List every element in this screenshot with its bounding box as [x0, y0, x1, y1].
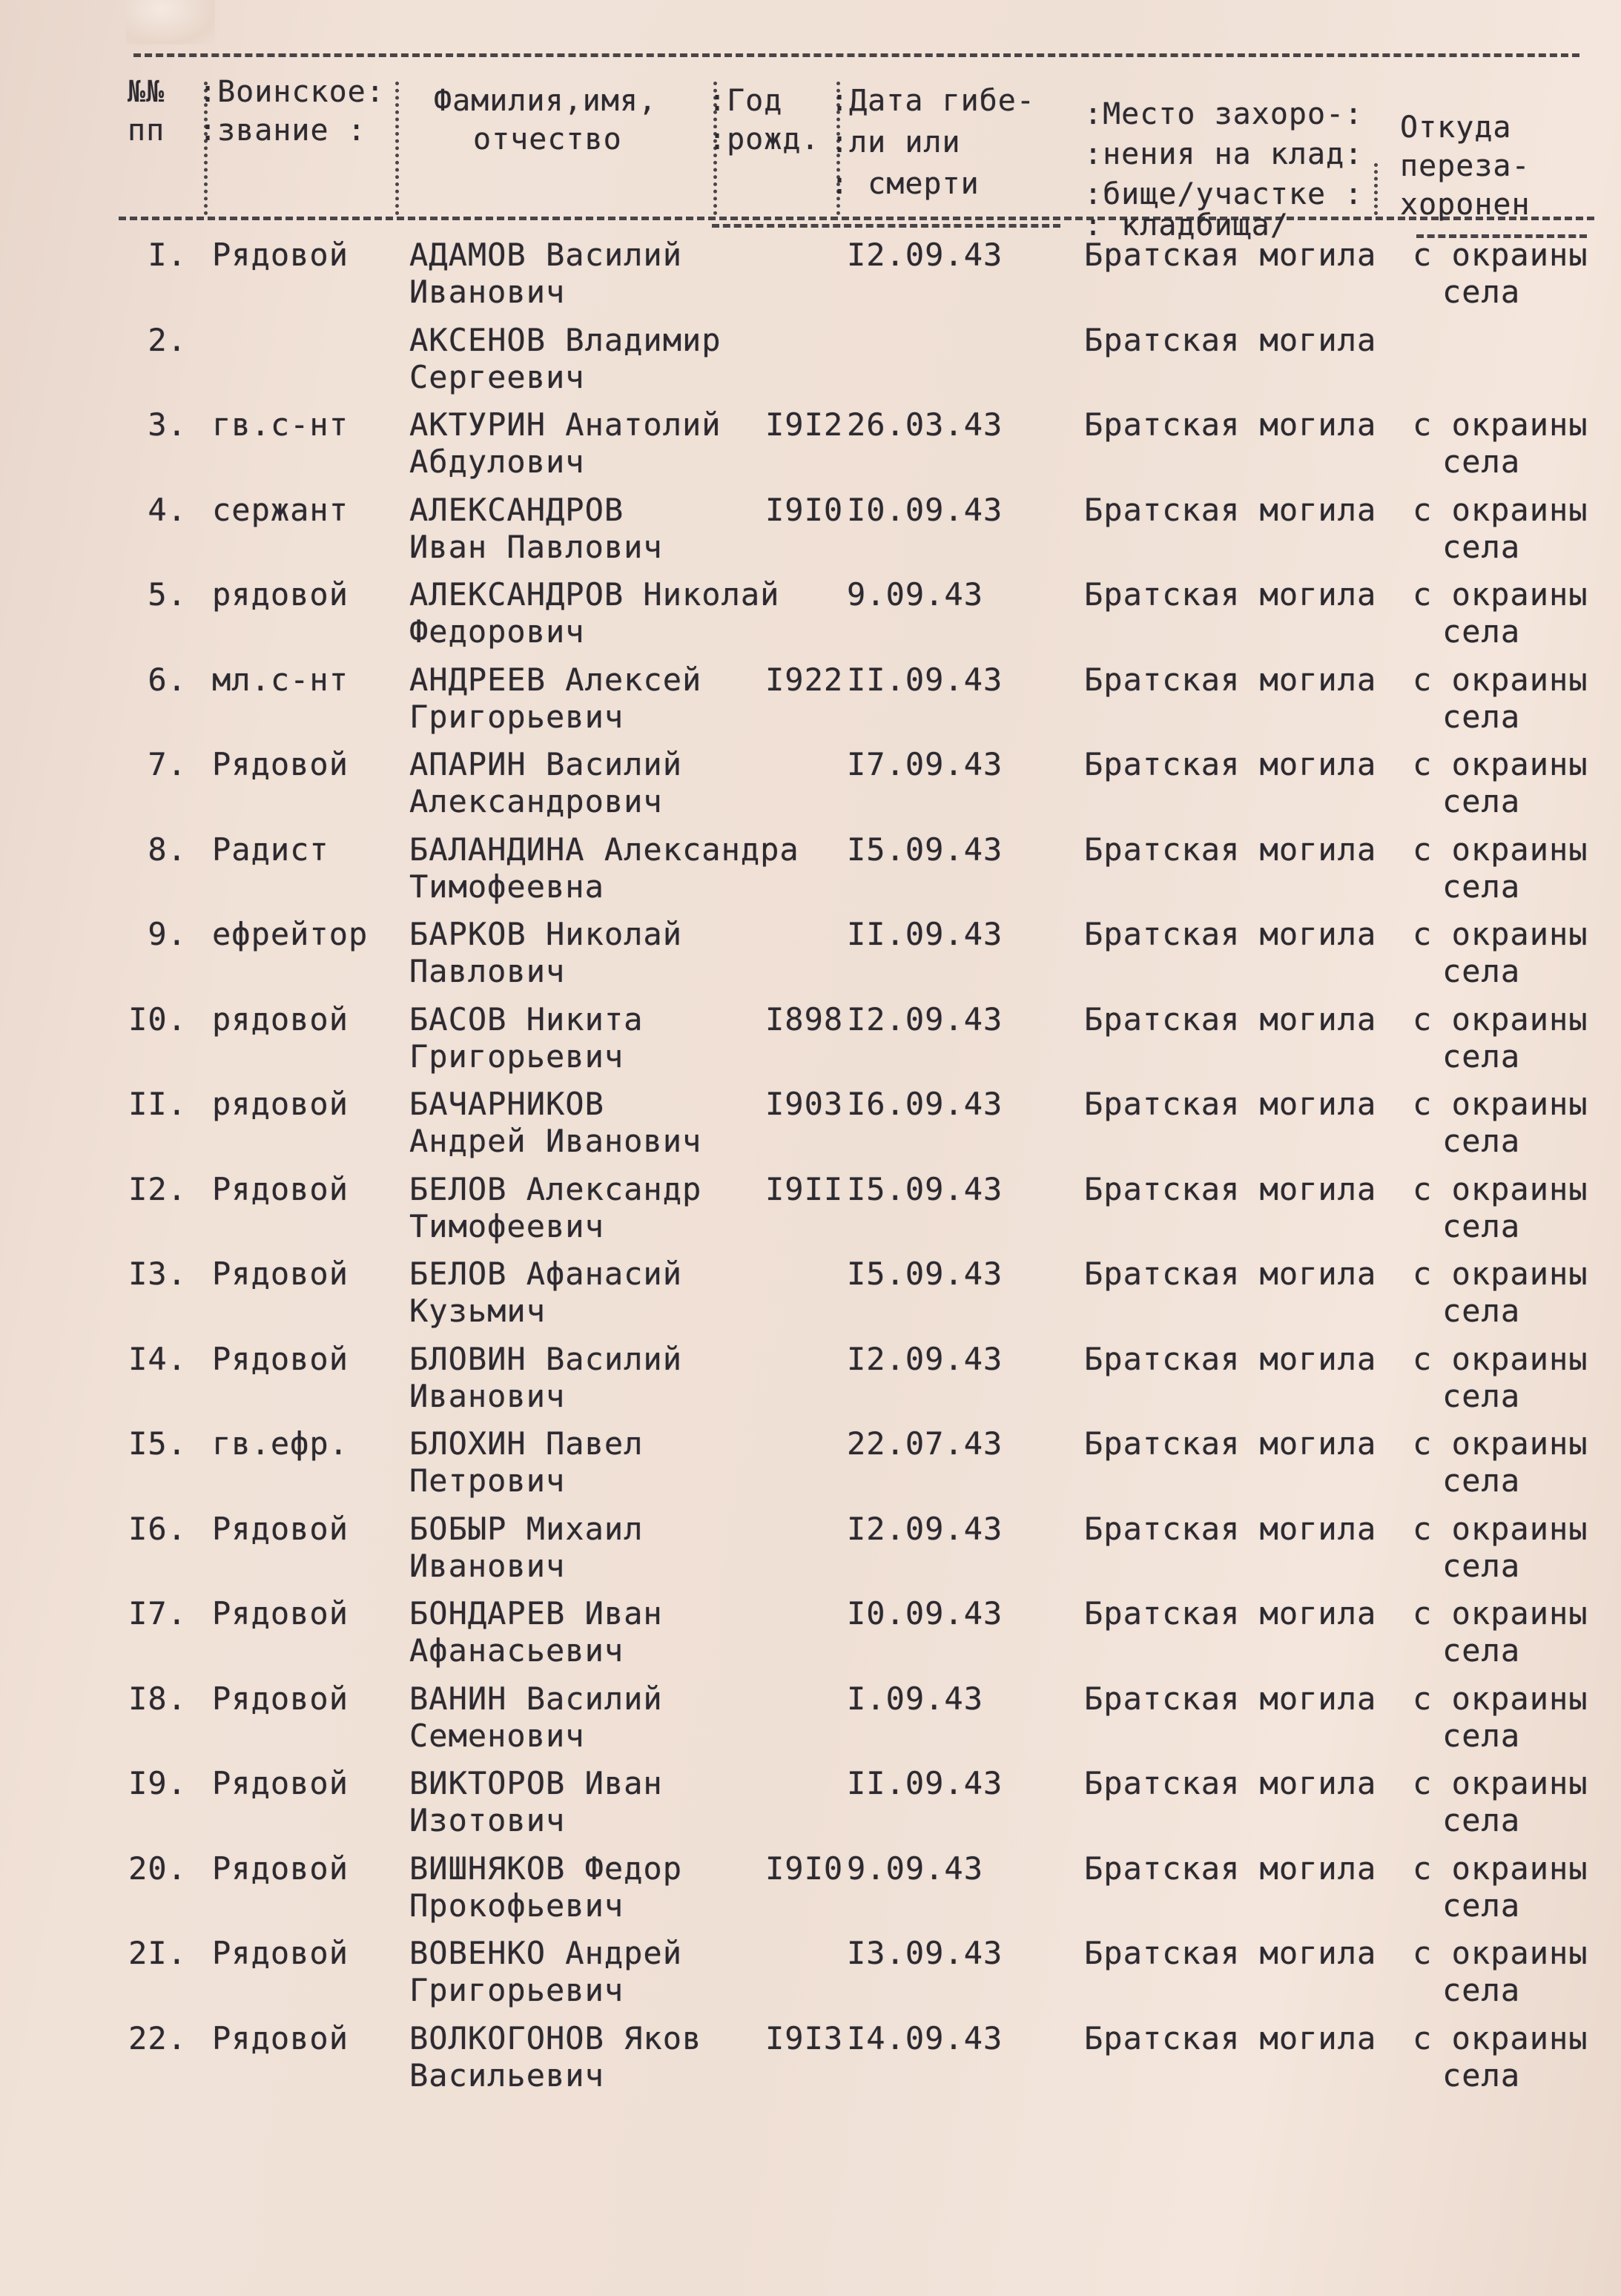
cell-surname: ВОВЕНКО Андрей — [409, 1935, 683, 1971]
cell-date: I.09.43 — [847, 1680, 984, 1717]
cell-from2: села — [1442, 1547, 1521, 1584]
cell-burial: Братская могила — [1084, 831, 1377, 868]
cell-date: I4.09.43 — [847, 2019, 1003, 2056]
cell-surname: БЕЛОВ Афанасий — [409, 1256, 683, 1292]
header-col-date-line1: :Дата гибе- — [831, 84, 1035, 118]
cell-burial: Братская могила — [1084, 1256, 1377, 1292]
header-col-from-line1: Откуда — [1400, 110, 1512, 145]
cell-from2: села — [1442, 1887, 1521, 1924]
cell-rank: мл.с-нт — [212, 661, 349, 698]
cell-patronymic: Иванович — [409, 1377, 566, 1414]
cell-from1: с окраины — [1413, 2019, 1588, 2056]
cell-rank: рядовой — [212, 1000, 349, 1038]
cell-date: II.09.43 — [847, 661, 1003, 698]
cell-rank: Рядовой — [212, 1170, 349, 1207]
cell-burial: Братская могила — [1084, 1425, 1377, 1462]
header-col-burial-line3: :бище/участке : — [1084, 177, 1364, 211]
cell-surname: БАРКОВ Николай — [409, 916, 683, 952]
cell-year: I9I2 — [765, 406, 844, 443]
header-col-burial-line2: :нения на клад: — [1084, 137, 1364, 171]
cell-rank: Рядовой — [212, 1850, 349, 1887]
cell-date: I3.09.43 — [847, 1935, 1003, 1971]
cell-rank: Рядовой — [212, 237, 349, 273]
header-col-no-line1: №№ — [128, 75, 165, 109]
cell-no: 3. — [148, 406, 187, 443]
cell-surname: АПАРИН Василий — [409, 746, 683, 782]
cell-no: 9. — [148, 916, 187, 952]
header-col-name-line1: Фамилия,имя, — [434, 84, 657, 118]
cell-from2: села — [1442, 1972, 1521, 2008]
cell-patronymic: Афанасьевич — [409, 1632, 624, 1669]
cell-surname: АЛЕКСАНДРОВ Николай — [409, 576, 780, 613]
cell-year: I898 — [765, 1000, 844, 1038]
cell-patronymic: Прокофьевич — [409, 1887, 624, 1924]
cell-no: 8. — [148, 831, 187, 868]
cell-date: II.09.43 — [847, 1765, 1003, 1801]
cell-rank: сержант — [212, 491, 349, 528]
cell-burial: Братская могила — [1084, 1680, 1377, 1717]
cell-from1: с окраины — [1413, 1850, 1588, 1887]
header-col-from-line2: переза- — [1400, 149, 1531, 183]
cell-from2: села — [1442, 1632, 1521, 1669]
cell-date: I0.09.43 — [847, 1595, 1003, 1632]
cell-date: I2.09.43 — [847, 1340, 1003, 1377]
cell-rank: Рядовой — [212, 1340, 349, 1377]
cell-rank: рядовой — [212, 576, 349, 613]
cell-rank: Рядовой — [212, 1935, 349, 1971]
cell-from1: с окраины — [1413, 491, 1588, 528]
cell-burial: Братская могила — [1084, 1510, 1377, 1547]
header-col-burial-line1: :Место захоро-: — [1084, 97, 1364, 131]
cell-no: 2. — [148, 321, 187, 358]
header-divider — [1374, 163, 1378, 215]
cell-from1: с окраины — [1413, 1170, 1588, 1207]
cell-surname: ВОЛКОГОНОВ Яков — [409, 2019, 702, 2056]
cell-patronymic: Семенович — [409, 1717, 585, 1754]
cell-patronymic: Александрович — [409, 783, 663, 819]
cell-from2: села — [1442, 274, 1521, 310]
cell-from2: села — [1442, 613, 1521, 650]
cell-burial: Братская могила — [1084, 916, 1377, 952]
cell-patronymic: Иванович — [409, 274, 566, 310]
cell-from1: с окраины — [1413, 661, 1588, 698]
cell-from2: села — [1442, 1207, 1521, 1244]
cell-from1: с окраины — [1413, 406, 1588, 443]
cell-surname: АКТУРИН Анатолий — [409, 406, 722, 443]
cell-burial: Братская могила — [1084, 1170, 1377, 1207]
cell-patronymic: Павлович — [409, 953, 566, 989]
cell-no: 7. — [148, 746, 187, 782]
cell-from1: с окраины — [1413, 1935, 1588, 1971]
cell-no: 2I. — [128, 1935, 187, 1971]
cell-no: I2. — [128, 1170, 187, 1207]
cell-no: I7. — [128, 1595, 187, 1632]
cell-from2: села — [1442, 698, 1521, 735]
cell-from2: села — [1442, 1717, 1521, 1754]
cell-rank: Рядовой — [212, 1765, 349, 1801]
cell-no: I3. — [128, 1256, 187, 1292]
cell-surname: БЛОХИН Павел — [409, 1425, 644, 1462]
cell-patronymic: Кузьмич — [409, 1293, 547, 1329]
cell-date: I0.09.43 — [847, 491, 1003, 528]
cell-no: I5. — [128, 1425, 187, 1462]
cell-rank: рядовой — [212, 1086, 349, 1122]
cell-from2: села — [1442, 1123, 1521, 1159]
cell-from2: села — [1442, 528, 1521, 565]
cell-burial: Братская могила — [1084, 237, 1377, 273]
cell-from2: села — [1442, 1462, 1521, 1499]
cell-patronymic: Иван Павлович — [409, 528, 663, 565]
cell-rank: гв.с-нт — [212, 406, 349, 443]
cell-no: II. — [128, 1086, 187, 1122]
cell-date: I2.09.43 — [847, 237, 1003, 273]
cell-rank: ефрейтор — [212, 916, 369, 952]
cell-no: 6. — [148, 661, 187, 698]
cell-surname: АДАМОВ Василий — [409, 237, 683, 273]
cell-from1: с окраины — [1413, 1000, 1588, 1038]
cell-rank: Рядовой — [212, 1595, 349, 1632]
cell-surname: ВИКТОРОВ Иван — [409, 1765, 663, 1801]
cell-burial: Братская могила — [1084, 491, 1377, 528]
cell-date: 9.09.43 — [847, 576, 984, 613]
cell-no: I9. — [128, 1765, 187, 1801]
cell-from2: села — [1442, 1293, 1521, 1329]
cell-from1: с окраины — [1413, 746, 1588, 782]
header-col-rank-line1: :Воинское: — [199, 75, 385, 109]
cell-no: I. — [148, 237, 187, 273]
cell-from1: с окраины — [1413, 576, 1588, 613]
cell-from1: с окраины — [1413, 1680, 1588, 1717]
cell-from2: села — [1442, 1377, 1521, 1414]
header-divider — [395, 82, 399, 215]
cell-no: I6. — [128, 1510, 187, 1547]
cell-from2: села — [1442, 953, 1521, 989]
cell-date: I5.09.43 — [847, 1170, 1003, 1207]
cell-date: 22.07.43 — [847, 1425, 1003, 1462]
header-top-rule — [133, 53, 1579, 57]
cell-from2: села — [1442, 783, 1521, 819]
cell-from1: с окраины — [1413, 831, 1588, 868]
cell-date: I5.09.43 — [847, 831, 1003, 868]
cell-year: I9II — [765, 1170, 844, 1207]
paper-fold-mark — [126, 0, 215, 44]
cell-burial: Братская могила — [1084, 1765, 1377, 1801]
cell-burial: Братская могила — [1084, 576, 1377, 613]
header-col-date-line2: :ли или — [831, 125, 961, 159]
header-col-burial-line4: : кладбища/ — [1084, 208, 1289, 243]
header-col-date-line3: : смерти — [831, 167, 980, 201]
header-col-no-line2: пп — [128, 113, 165, 148]
cell-surname: БАСОВ Никита — [409, 1000, 644, 1038]
cell-date: I5.09.43 — [847, 1256, 1003, 1292]
cell-patronymic: Абдулович — [409, 443, 585, 480]
cell-from2: села — [1442, 1038, 1521, 1075]
cell-patronymic: Петрович — [409, 1462, 566, 1499]
cell-rank: Рядовой — [212, 1256, 349, 1292]
cell-no: I4. — [128, 1340, 187, 1377]
cell-date: I2.09.43 — [847, 1510, 1003, 1547]
cell-no: I8. — [128, 1680, 187, 1717]
cell-surname: БЛОВИН Василий — [409, 1340, 683, 1377]
cell-surname: БОБЫР Михаил — [409, 1510, 644, 1547]
cell-surname: БАЛАНДИНА Александра — [409, 831, 799, 868]
cell-surname: ВИШНЯКОВ Федор — [409, 1850, 683, 1887]
cell-year: I9I0 — [765, 491, 844, 528]
cell-patronymic: Тимофеевич — [409, 1207, 604, 1244]
header-col-from-line3: хоронен — [1400, 188, 1531, 222]
header-col-rank-line2: :звание : — [199, 113, 366, 148]
cell-burial: Братская могила — [1084, 1935, 1377, 1971]
cell-patronymic: Григорьевич — [409, 1972, 624, 2008]
header-col-year-line1: :Год — [708, 84, 783, 118]
cell-from1: с окраины — [1413, 1595, 1588, 1632]
cell-year: I9I0 — [765, 1850, 844, 1887]
header-bottom-rule — [119, 217, 1594, 220]
cell-patronymic: Изотович — [409, 1802, 566, 1838]
cell-from2: села — [1442, 2056, 1521, 2094]
cell-rank: Рядовой — [212, 2019, 349, 2056]
cell-rank: Радист — [212, 831, 329, 868]
cell-patronymic: Иванович — [409, 1547, 566, 1584]
cell-from1: с окраины — [1413, 237, 1588, 273]
cell-date: I7.09.43 — [847, 746, 1003, 782]
cell-surname: АНДРЕЕВ Алексей — [409, 661, 702, 698]
cell-from1: с окраины — [1413, 1086, 1588, 1122]
cell-surname: АКСЕНОВ Владимир — [409, 321, 722, 358]
cell-burial: Братская могила — [1084, 406, 1377, 443]
cell-burial: Братская могила — [1084, 661, 1377, 698]
cell-burial: Братская могила — [1084, 1086, 1377, 1122]
cell-burial: Братская могила — [1084, 321, 1377, 358]
cell-year: I903 — [765, 1086, 844, 1122]
cell-patronymic: Андрей Иванович — [409, 1123, 702, 1159]
cell-no: 20. — [128, 1850, 187, 1887]
cell-date: 9.09.43 — [847, 1850, 984, 1887]
cell-surname: БОНДАРЕВ Иван — [409, 1595, 663, 1632]
cell-date: I2.09.43 — [847, 1000, 1003, 1038]
cell-burial: Братская могила — [1084, 1595, 1377, 1632]
header-col-name-line2: отчество — [473, 122, 622, 156]
cell-from1: с окраины — [1413, 1425, 1588, 1462]
cell-date: II.09.43 — [847, 916, 1003, 952]
cell-no: 22. — [128, 2019, 187, 2056]
header-sub-rule — [712, 224, 1060, 228]
cell-rank: Рядовой — [212, 1510, 349, 1547]
cell-no: 4. — [148, 491, 187, 528]
cell-no: I0. — [128, 1000, 187, 1038]
cell-from1: с окраины — [1413, 1256, 1588, 1292]
cell-patronymic: Сергеевич — [409, 358, 585, 395]
cell-patronymic: Григорьевич — [409, 698, 624, 735]
cell-surname: АЛЕКСАНДРОВ — [409, 491, 624, 528]
cell-rank: Рядовой — [212, 1680, 349, 1717]
cell-date: 26.03.43 — [847, 406, 1003, 443]
cell-burial: Братская могила — [1084, 1000, 1377, 1038]
cell-patronymic: Васильевич — [409, 2056, 604, 2094]
header-col-year-line2: :рожд. — [708, 122, 820, 156]
cell-surname: БЕЛОВ Александр — [409, 1170, 702, 1207]
cell-no: 5. — [148, 576, 187, 613]
cell-from1: с окраины — [1413, 1340, 1588, 1377]
cell-surname: БАЧАРНИКОВ — [409, 1086, 604, 1122]
cell-from2: села — [1442, 868, 1521, 905]
cell-surname: ВАНИН Василий — [409, 1680, 663, 1717]
cell-patronymic: Григорьевич — [409, 1038, 624, 1075]
cell-patronymic: Федорович — [409, 613, 585, 650]
cell-from2: села — [1442, 443, 1521, 480]
cell-patronymic: Тимофеевна — [409, 868, 604, 905]
cell-year: I922 — [765, 661, 844, 698]
cell-from1: с окраины — [1413, 1765, 1588, 1801]
cell-rank: Рядовой — [212, 746, 349, 782]
cell-rank: гв.ефр. — [212, 1425, 349, 1462]
cell-date: I6.09.43 — [847, 1086, 1003, 1122]
cell-burial: Братская могила — [1084, 746, 1377, 782]
cell-burial: Братская могила — [1084, 2019, 1377, 2056]
cell-burial: Братская могила — [1084, 1850, 1377, 1887]
cell-burial: Братская могила — [1084, 1340, 1377, 1377]
cell-from1: с окраины — [1413, 916, 1588, 952]
cell-from2: села — [1442, 1802, 1521, 1838]
cell-from1: с окраины — [1413, 1510, 1588, 1547]
cell-year: I9I3 — [765, 2019, 844, 2056]
